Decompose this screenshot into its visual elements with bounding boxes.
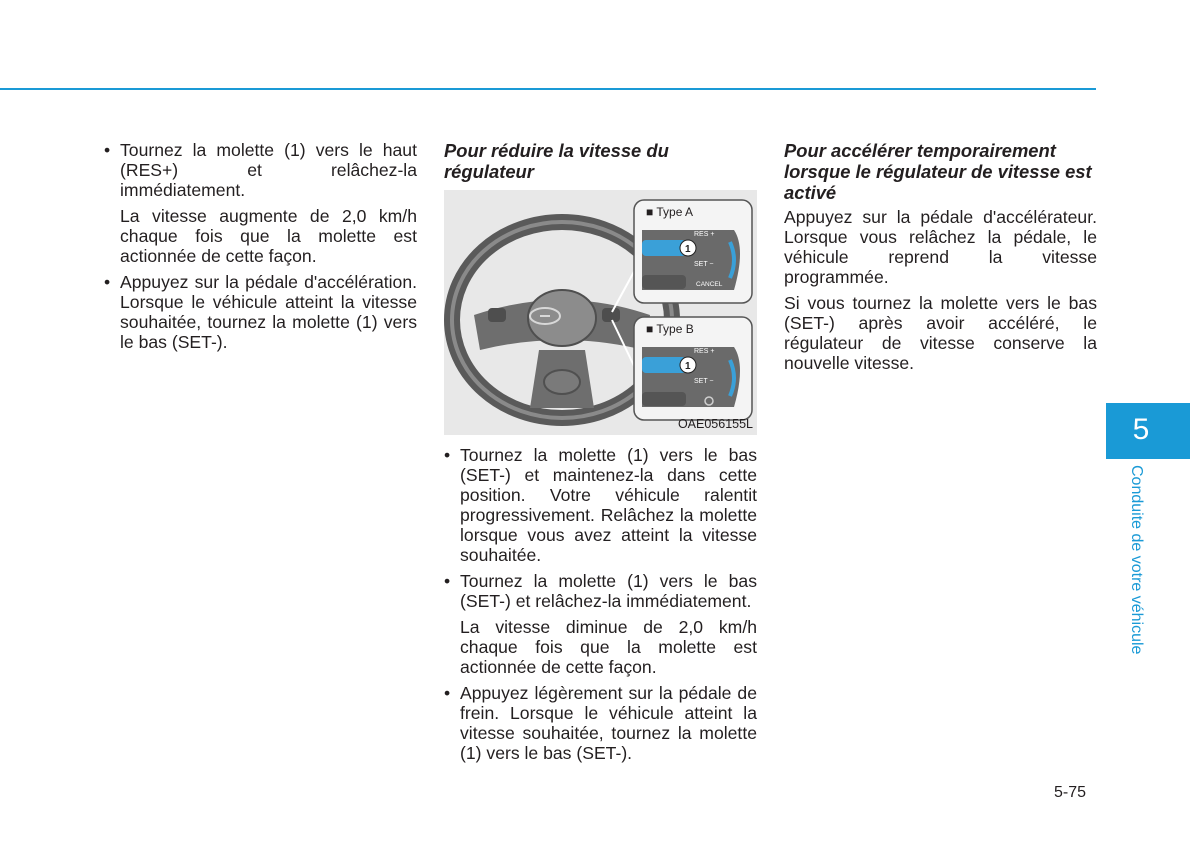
bullet-item (444, 571, 757, 611)
bullet-dot: • (104, 140, 111, 160)
bullet-text: Tournez la molette (1) vers le bas (SET-) et maintenez-la dans cette position. Votre véhicule ralentit progressivement. Relâchez la molette lorsque vous avez atteint la vitesse souhaitée. (460, 445, 757, 565)
section-heading: Pour accélérer temporairement lorsque le régulateur de vitesse est activé (784, 140, 1092, 203)
column-1 (104, 140, 417, 358)
bullet-dot: • (104, 272, 111, 292)
set-label: SET − (694, 378, 714, 385)
paragraph: Appuyez sur la pédale d'accélérateur. Lorsque vous relâchez la pédale, le véhicule reprend la vitesse programmée. (784, 207, 1097, 287)
bullet-text: Tournez la molette (1) vers le haut (RES+) et relâchez-la immédiatement. (120, 140, 417, 200)
bullet-note: La vitesse augmente de 2,0 km/h chaque fois que la molette est actionnée de cette façon. (120, 206, 417, 266)
chapter-title: Conduite de votre véhicule (1128, 465, 1145, 655)
header-rule (0, 88, 1096, 90)
callout-number: 1 (685, 361, 691, 372)
bullet-text: Appuyez légèrement sur la pédale de frein. Lorsque le véhicule atteint la vitesse souhaitée, tournez la molette (1) vers le bas (SET-). (460, 683, 757, 763)
figure-code: OAE056155L (677, 417, 753, 431)
section-heading: Pour réduire la vitesse du régulateur (444, 140, 669, 182)
paragraph: Si vous tournez la molette vers le bas (SET-) après avoir accéléré, le régulateur de vitesse conserve la nouvelle vitesse. (784, 293, 1097, 373)
bullet-text: Tournez la molette (1) vers le bas (SET-) et relâchez-la immédiatement. (460, 571, 757, 611)
cancel-label: CANCEL (696, 281, 723, 288)
steering-wheel-illustration (444, 190, 757, 435)
bullet-text: Appuyez sur la pédale d'accélération. Lorsque le véhicule atteint la vitesse souhaitée, tournez la molette (1) vers le bas (SET-). (120, 272, 417, 352)
chapter-tab (1106, 403, 1190, 459)
bullet-item (104, 140, 417, 200)
bullet-item (104, 272, 417, 352)
bullet-dot: • (444, 683, 451, 703)
set-label: SET − (694, 261, 714, 268)
bullet-dot: • (444, 571, 451, 591)
steering-wheel-figure (444, 190, 757, 435)
bullet-item (444, 683, 757, 763)
type-b-label: ■ Type B (646, 322, 694, 336)
callout-number: 1 (685, 244, 691, 255)
bullet-note: La vitesse diminue de 2,0 km/h chaque fois que la molette est actionnée de cette façon. (460, 617, 757, 677)
res-label: RES + (694, 348, 715, 355)
column-3 (784, 140, 1097, 379)
res-label: RES + (694, 231, 715, 238)
column-2 (444, 140, 757, 769)
page-number: 5-75 (1054, 784, 1087, 801)
bullet-item (444, 445, 757, 565)
chapter-number: 5 (1132, 413, 1150, 446)
bullet-dot: • (444, 445, 451, 465)
type-a-label: ■ Type A (646, 205, 694, 219)
